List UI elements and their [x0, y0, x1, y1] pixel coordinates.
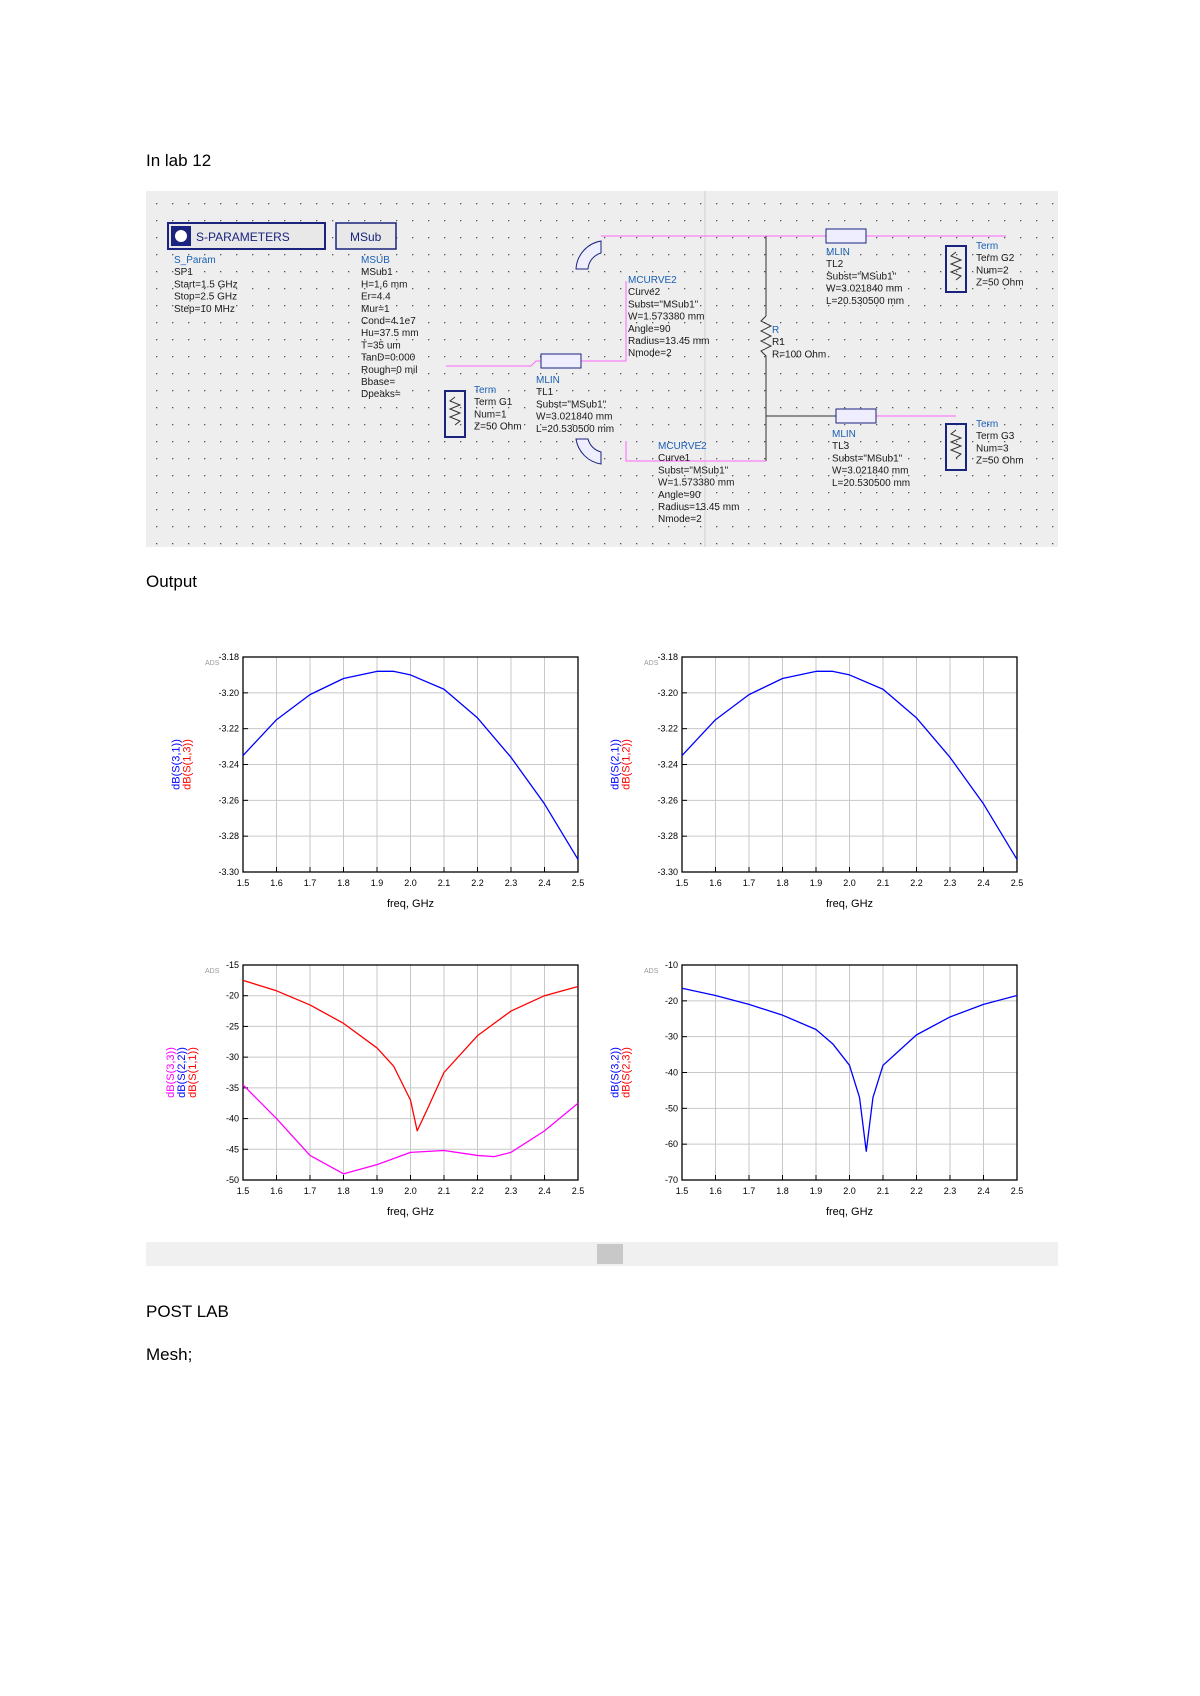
msub-label-line: Rough=0 mil	[361, 364, 418, 376]
y-tick-label: -3.26	[657, 795, 678, 806]
y-axis-label: dB(S(2,1))	[609, 739, 622, 790]
y-tick-label: -15	[225, 960, 239, 970]
curve1-label-line: Subst="MSub1"	[658, 465, 729, 477]
x-tick-label: 2.5	[571, 1186, 585, 1196]
sparam-controller	[168, 223, 325, 249]
curve1-label-line: MCURVE2	[658, 441, 707, 452]
ads-watermark: ADS	[205, 968, 220, 975]
y-tick-label: -70	[664, 1175, 678, 1185]
msub-label-line: MSub1	[361, 267, 393, 279]
x-tick-label: 2.1	[876, 878, 890, 888]
ads-schematic-image	[146, 191, 1058, 547]
y-tick-label: -45	[225, 1144, 239, 1155]
term-g3	[946, 424, 966, 470]
x-tick-label: 2.2	[910, 878, 923, 888]
term-g2	[946, 246, 966, 292]
y-tick-label: -40	[664, 1067, 678, 1078]
x-tick-label: 2.1	[876, 1186, 890, 1196]
msub-label-line: H=1.6 mm	[361, 279, 408, 291]
y-tick-label: -3.18	[657, 652, 678, 662]
x-tick-label: 1.6	[270, 1186, 283, 1196]
x-tick-label: 1.8	[337, 1186, 350, 1196]
ads-watermark: ADS	[644, 660, 659, 667]
mlin-tl3	[836, 409, 876, 423]
term-g3-label-line: Term G3	[976, 431, 1015, 443]
y-tick-label: -50	[225, 1175, 239, 1185]
mlin-tl2-label-line: TL2	[826, 259, 844, 271]
x-tick-label: 2.1	[437, 1186, 451, 1196]
charts-canvas	[146, 625, 1058, 1240]
curve2-label-line: W=1.573380 mm	[628, 311, 705, 323]
x-tick-label: 2.4	[977, 878, 990, 888]
y-tick-label: -3.26	[218, 795, 239, 806]
x-tick-label: 2.3	[504, 1186, 518, 1196]
y-tick-label: -30	[225, 1052, 239, 1063]
term-g2-label-line: Term	[976, 241, 999, 252]
term-g1-label-line: Z=50 Ohm	[474, 421, 522, 433]
msub-label-line: Bbase=	[361, 377, 396, 388]
chart-2	[610, 652, 1024, 910]
x-tick-label: 1.7	[742, 878, 756, 888]
x-tick-label: 1.5	[236, 878, 250, 888]
resistor-label-line: R1	[772, 337, 785, 349]
x-tick-label: 1.6	[709, 878, 722, 888]
y-tick-label: -10	[664, 960, 678, 970]
scrollbar-thumb[interactable]	[597, 1244, 623, 1264]
y-tick-label: -20	[664, 995, 678, 1006]
schematic-labels	[174, 241, 1024, 525]
sparam-box-label: S-PARAMETERS	[196, 230, 290, 244]
msub-controller	[336, 223, 396, 249]
msub-label-line: MSUB	[361, 255, 390, 266]
x-tick-label: 2.5	[571, 878, 585, 888]
x-tick-label: 1.8	[776, 878, 789, 888]
y-axis-label: dB(S(1,1))	[187, 1047, 199, 1098]
x-tick-label: 1.9	[809, 1186, 823, 1196]
chart-3	[165, 960, 584, 1218]
postlab-label: POST LAB	[146, 1302, 229, 1321]
x-axis-label: freq, GHz	[825, 898, 874, 910]
curve1-label-line: Radius=13.45 mm	[658, 502, 740, 513]
x-tick-label: 2.5	[1010, 878, 1024, 888]
x-tick-label: 2.3	[943, 878, 957, 888]
y-tick-label: -40	[225, 1113, 239, 1124]
x-tick-label: 2.0	[404, 1186, 417, 1196]
x-tick-label: 2.2	[471, 878, 484, 888]
x-tick-label: 2.3	[943, 1186, 957, 1196]
x-tick-label: 2.4	[977, 1186, 990, 1196]
y-tick-label: -30	[664, 1031, 678, 1042]
curve1-label-line: W=1.573380 mm	[658, 477, 735, 489]
chart-1	[171, 652, 585, 910]
y-axis-label: dB(S(1,3))	[181, 739, 194, 790]
mlin-tl3-label-line: W=3.021840 mm	[832, 465, 909, 477]
y-tick-label: -3.28	[657, 831, 678, 842]
y-tick-label: -50	[664, 1103, 678, 1114]
x-tick-label: 1.5	[236, 1186, 250, 1196]
x-tick-label: 2.0	[404, 878, 417, 888]
mlin-tl2	[826, 229, 866, 243]
y-axis-label: dB(S(1,2))	[620, 739, 633, 790]
sparam-label-line: SP1	[174, 267, 193, 279]
y-tick-label: -3.22	[657, 723, 678, 734]
msub-box-label: MSub	[350, 230, 382, 244]
y-tick-label: -20	[225, 990, 239, 1001]
mlin-tl2-label-line: Subst="MSub1"	[826, 271, 897, 283]
resistor-r1	[761, 316, 771, 366]
x-tick-label: 2.5	[1010, 1186, 1024, 1196]
mlin-tl3-label-line: TL3	[832, 441, 850, 453]
horizontal-scrollbar[interactable]	[146, 1242, 1058, 1266]
msub-label-line: Er=4.4	[361, 291, 391, 303]
x-tick-label: 1.5	[675, 1186, 689, 1196]
curve2-label-line: Nmode=2	[628, 348, 672, 360]
mlin-tl2-label-line: W=3.021840 mm	[826, 283, 903, 295]
x-tick-label: 1.9	[809, 878, 823, 888]
y-tick-label: -3.30	[218, 867, 239, 877]
x-axis-label: freq, GHz	[825, 1206, 874, 1218]
x-tick-label: 1.8	[776, 1186, 789, 1196]
output-charts	[146, 625, 1058, 1240]
mlin-tl1-label-line: Subst="MSub1"	[536, 399, 607, 411]
term-g1-label-line: Term G1	[474, 397, 513, 409]
y-tick-label: -3.18	[218, 652, 239, 662]
y-tick-label: -35	[225, 1082, 239, 1093]
x-tick-label: 1.6	[709, 1186, 722, 1196]
term-g1-label-line: Num=1	[474, 409, 507, 421]
y-tick-label: -3.30	[657, 867, 678, 877]
chart-4	[610, 960, 1024, 1218]
x-axis-label: freq, GHz	[386, 898, 435, 910]
mlin-tl1-label-line: MLIN	[536, 375, 560, 386]
y-tick-label: -60	[664, 1139, 678, 1150]
resistor-label-line: R=100 Ohm	[772, 349, 827, 361]
term-g3-label-line: Term	[976, 419, 999, 430]
curve2-label-line: Angle=90	[628, 323, 671, 335]
y-axis-label: dB(S(3,2))	[609, 1047, 622, 1098]
mlin-tl1-label-line: TL1	[536, 387, 554, 399]
x-tick-label: 2.2	[910, 1186, 923, 1196]
msub-label-line: Hu=37.5 mm	[361, 328, 419, 340]
x-tick-label: 2.4	[538, 1186, 551, 1196]
x-tick-label: 1.7	[742, 1186, 756, 1196]
msub-label-line: T=35 um	[361, 340, 401, 352]
x-tick-label: 1.9	[370, 878, 384, 888]
x-axis-label: freq, GHz	[386, 1206, 435, 1218]
y-axis-label: dB(S(3,3))	[165, 1047, 177, 1098]
mesh-label: Mesh;	[146, 1345, 193, 1364]
x-tick-label: 2.4	[538, 878, 551, 888]
x-tick-label: 1.9	[370, 1186, 384, 1196]
x-tick-label: 1.7	[303, 1186, 317, 1196]
mlin-tl3-label-line: MLIN	[832, 429, 856, 440]
curve2-label-line: MCURVE2	[628, 275, 677, 286]
y-tick-label: -3.28	[218, 831, 239, 842]
x-tick-label: 2.3	[504, 878, 518, 888]
x-tick-label: 1.5	[675, 878, 689, 888]
curve2-component	[576, 241, 601, 269]
term-g3-label-line: Num=3	[976, 443, 1009, 455]
y-tick-label: -3.22	[218, 723, 239, 734]
msub-label-line: Dpeaks=	[361, 389, 401, 401]
mlin-tl2-label-line: MLIN	[826, 247, 850, 258]
curve2-label-line: Radius=13.45 mm	[628, 336, 710, 347]
msub-label-line: Cond=4.1e7	[361, 316, 416, 327]
y-tick-label: -3.20	[218, 687, 239, 698]
x-tick-label: 2.0	[843, 1186, 856, 1196]
term-g1	[445, 391, 465, 437]
x-tick-label: 1.7	[303, 878, 317, 888]
x-tick-label: 1.6	[270, 878, 283, 888]
curve1-label-line: Nmode=2	[658, 514, 702, 526]
sparam-label-line: Step=10 MHz	[174, 303, 235, 315]
term-g2-label-line: Z=50 Ohm	[976, 277, 1024, 289]
y-tick-label: -3.24	[657, 759, 678, 770]
term-g1-label-line: Term	[474, 385, 497, 396]
curve1-component	[576, 439, 601, 464]
ads-watermark: ADS	[205, 660, 220, 667]
mlin-tl3-label-line: L=20.530500 mm	[832, 477, 911, 489]
schematic-grid	[156, 203, 1053, 544]
sparam-label-line: Stop=2.5 GHz	[174, 291, 238, 303]
curve1-label-line: Angle=90	[658, 489, 701, 501]
y-axis-label: dB(S(3,1))	[170, 739, 183, 790]
term-g3-label-line: Z=50 Ohm	[976, 455, 1024, 467]
msub-label-line: Mur=1	[361, 303, 390, 315]
schematic-canvas	[146, 191, 1058, 547]
x-tick-label: 2.0	[843, 878, 856, 888]
resistor-label-line: R	[772, 325, 780, 336]
y-axis-label: dB(S(2,2))	[176, 1047, 188, 1098]
y-tick-label: -25	[225, 1021, 239, 1032]
mlin-tl1	[541, 354, 581, 368]
x-tick-label: 1.8	[337, 878, 350, 888]
msub-label-line: TanD=0.000	[361, 352, 416, 364]
sparam-label-line: S_Param	[174, 255, 216, 266]
mlin-tl1-label-line: L=20.530500 mm	[536, 423, 615, 435]
section-heading: In lab 12	[146, 151, 212, 170]
mlin-tl1-label-line: W=3.021840 mm	[536, 411, 613, 423]
curve2-label-line: Subst="MSub1"	[628, 299, 699, 311]
ads-watermark: ADS	[644, 968, 659, 975]
mlin-tl2-label-line: L=20.530500 mm	[826, 295, 905, 307]
term-g2-label-line: Num=2	[976, 265, 1009, 277]
sparam-label-line: Start=1.5 GHz	[174, 279, 238, 291]
x-tick-label: 2.2	[471, 1186, 484, 1196]
y-tick-label: -3.20	[657, 687, 678, 698]
curve2-label-line: Curve2	[628, 287, 661, 299]
x-tick-label: 2.1	[437, 878, 451, 888]
schematic-wires	[446, 191, 1006, 547]
term-g2-label-line: Term G2	[976, 253, 1015, 265]
y-tick-label: -3.24	[218, 759, 239, 770]
output-label: Output	[146, 572, 198, 591]
y-axis-label: dB(S(2,3))	[620, 1047, 633, 1098]
curve1-label-line: Curve1	[658, 453, 691, 465]
mlin-tl3-label-line: Subst="MSub1"	[832, 453, 903, 465]
